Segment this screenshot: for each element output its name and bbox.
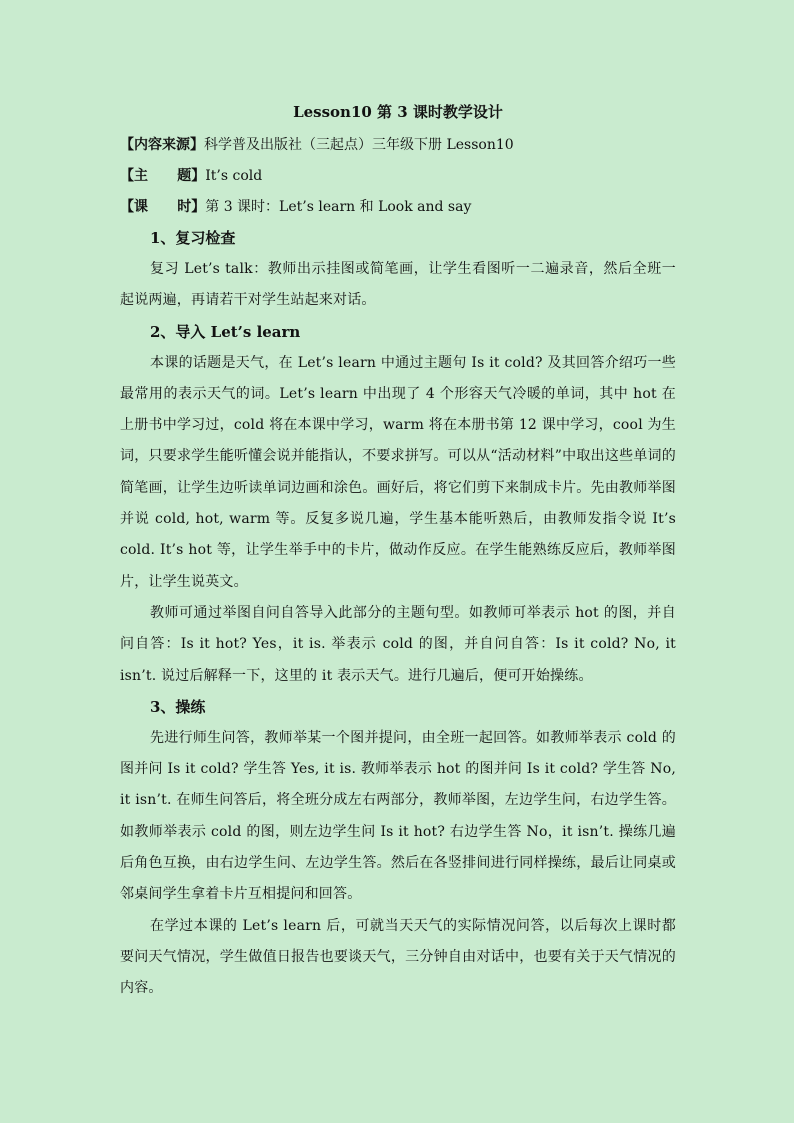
meta-period-label: 【课 时】	[120, 199, 206, 215]
meta-period-value: 第 3 课时：Let’s learn 和 Look and say	[205, 199, 472, 215]
meta-source-value: 科学普及出版社（三起点）三年级下册 Lesson10	[204, 137, 514, 153]
section-heading-review: 1、复习检查	[150, 229, 236, 247]
section-heading-practice: 3、操练	[150, 697, 206, 716]
meta-topic-label: 【主 题】	[120, 168, 206, 184]
meta-period	[120, 192, 676, 223]
paragraph-practice-2: 在学过本课的 Let’s learn 后，可就当天天气的实际情况问答，以后每次上课时都要问天气情况，学生做值日报告也要谈天气，三分钟自由对话中，也要有关于天气情况的内容。	[120, 917, 676, 997]
meta-topic	[120, 161, 676, 192]
meta-source-label: 【内容来源】	[120, 137, 204, 153]
paragraph-intro-1: 本课的话题是天气，在 Let’s learn 中通过主题句 Is it cold? 及其回答介绍巧一些最常用的表示天气的词。Let’s learn 中出现了 4 个形容天气冷暖的单词，其中 hot 在上册书中学习过，cold 将在本课中学习，warm 将在本册书第 12 课中学习，cool 为生词，只要求学生能听懂会说并能指认，不要求拼写。可以从“活动材料”中取出这些单词的简笔画，让学生边听读单词边画和涂色。画好后，将它们剪下来制成卡片。先由教师举图并说 cold, hot, warm 等。反复多说几遍，学生基本能听熟后，由教师发指令说 It’s cold. It’s hot 等，让学生举手中的卡片，做动作反应。在学生能熟练反应后，教师举图片，让学生说英文。	[120, 354, 676, 590]
paragraph-review: 复习 Let’s talk：教师出示挂图或简笔画，让学生看图听一二遍录音，然后全班一起说两遍，再请若干对学生站起来对话。	[120, 261, 676, 309]
document-body	[120, 98, 676, 1005]
meta-source	[120, 130, 676, 161]
section-heading-intro: 2、导入 Let’s learn	[150, 322, 301, 341]
paragraph-practice-1: 先进行师生问答，教师举某一个图并提问，由全班一起回答。如教师举表示 cold 的图并问 Is it cold? 学生答 Yes, it is. 教师举表示 hot 的图并问 Is it cold? 学生答 No, it isn’t. 在师生问答后，将全班分成左右两部分，教师举图，左边学生问，右边学生答。如教师举表示 cold 的图，则左边学生问 Is it hot? 右边学生答 No，it isn’t. 操练几遍后角色互换，由右边学生问、左边学生答。然后在各竖排间进行同样操练，最后让同桌或邻桌间学生拿着卡片互相提问和回答。	[120, 729, 676, 903]
meta-topic-value: It’s cold	[205, 168, 263, 184]
paragraph-intro-2: 教师可通过举图自问自答导入此部分的主题句型。如教师可举表示 hot 的图，并自问自答：Is it hot? Yes，it is. 举表示 cold 的图，并自问自答：Is it cold? No, it isn’t. 说过后解释一下，这里的 it 表示天气。进行几遍后，便可开始操练。	[120, 604, 676, 684]
document-title: Lesson10 第 3 课时教学设计	[293, 103, 503, 121]
